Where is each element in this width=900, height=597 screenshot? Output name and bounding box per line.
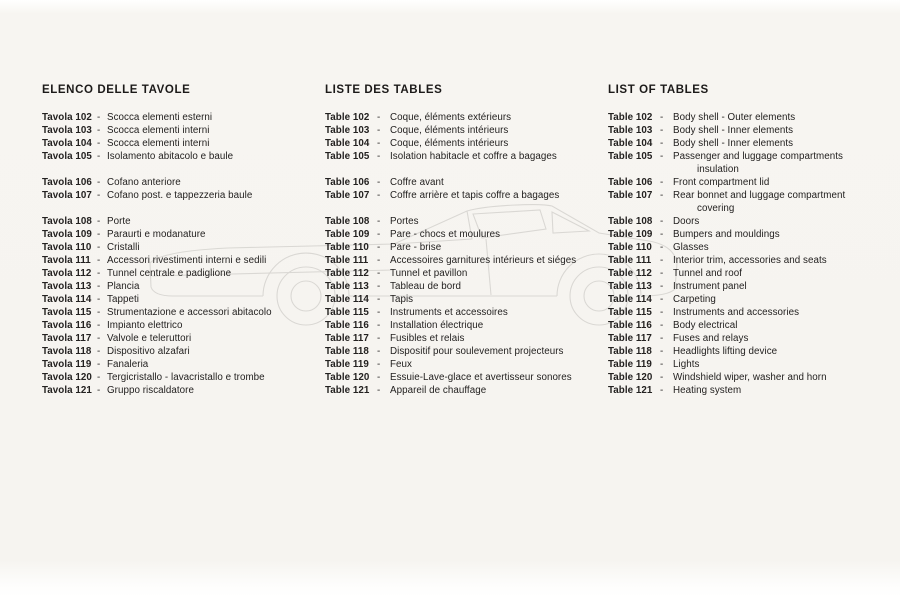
- table-entry: [325, 358, 607, 371]
- entry-label: Table 115: [608, 306, 652, 318]
- entry-label: Table 110: [608, 241, 652, 253]
- entry-description: Instruments et accessoires: [390, 306, 508, 318]
- entry-label: Table 111: [325, 254, 369, 266]
- entry-separator: -: [660, 345, 664, 357]
- entry-description: Body shell - Outer elements: [673, 111, 796, 123]
- entry-separator: -: [377, 280, 381, 292]
- entry-label: Table 119: [325, 358, 369, 370]
- entry-label: Table 107: [325, 189, 370, 201]
- table-entry: [608, 371, 900, 384]
- entry-description: Installation électrique: [390, 319, 484, 331]
- entry-description: Fusibles et relais: [390, 332, 465, 344]
- entry-separator: -: [97, 215, 101, 227]
- entry-description: Isolation habitacle et coffre a bagages: [390, 150, 557, 162]
- entry-separator: -: [377, 371, 381, 383]
- table-entry: [325, 111, 607, 124]
- entry-separator: -: [97, 306, 101, 318]
- table-entry: [608, 332, 900, 345]
- entry-separator: -: [660, 228, 664, 240]
- table-entry: [42, 150, 322, 163]
- entry-description: Essuie-Lave-glace et avertisseur sonores: [390, 371, 572, 383]
- entry-description: Tableau de bord: [390, 280, 462, 292]
- entry-label: Table 102: [325, 111, 370, 123]
- entry-description: Pare - chocs et moulures: [390, 228, 501, 240]
- entry-label: Table 106: [608, 176, 653, 188]
- entry-label: Table 118: [608, 345, 652, 357]
- entry-separator: -: [97, 332, 101, 344]
- entry-separator: -: [377, 358, 381, 370]
- entry-label: Table 102: [608, 111, 653, 123]
- entry-label: Tavola 112: [42, 267, 92, 279]
- entry-description: Tunnel and roof: [673, 267, 743, 279]
- table-list-french: [325, 111, 607, 397]
- entry-separator: -: [377, 293, 381, 305]
- table-entry: [608, 280, 900, 293]
- table-entry: [42, 280, 322, 293]
- entry-label: Table 121: [608, 384, 653, 396]
- entry-label: Tavola 113: [42, 280, 92, 292]
- entry-label: Tavola 107: [42, 189, 92, 201]
- table-entry: [42, 215, 322, 228]
- entry-description: Glasses: [673, 241, 709, 253]
- entry-label: Table 113: [608, 280, 652, 292]
- entry-label: Table 104: [325, 137, 370, 149]
- entry-label: Tavola 102: [42, 111, 92, 123]
- table-entry: [325, 215, 607, 228]
- entry-separator: -: [660, 111, 664, 123]
- table-entry: [325, 332, 607, 345]
- table-entry: [608, 137, 900, 150]
- entry-description: Gruppo riscaldatore: [107, 384, 194, 396]
- entry-label: Table 116: [325, 319, 369, 331]
- column-heading-english: LIST OF TABLES: [608, 84, 709, 96]
- entry-separator: -: [377, 241, 381, 253]
- table-entry: [42, 189, 322, 202]
- entry-separator: -: [97, 176, 101, 188]
- entry-description: Coffre avant: [390, 176, 444, 188]
- entry-label: Table 119: [608, 358, 652, 370]
- table-entry: [42, 345, 322, 358]
- table-entry: [42, 228, 322, 241]
- entry-separator: -: [97, 189, 101, 201]
- entry-label: Table 111: [608, 254, 652, 266]
- entry-label: Table 105: [608, 150, 653, 162]
- entry-description: Scocca elementi interni: [107, 137, 210, 149]
- entry-label: Table 115: [325, 306, 369, 318]
- entry-description: Instrument panel: [673, 280, 747, 292]
- column-heading-french: LISTE DES TABLES: [325, 84, 443, 96]
- entry-separator: -: [377, 124, 381, 136]
- table-entry: [42, 124, 322, 137]
- table-entry: [608, 384, 900, 397]
- table-entry: [42, 267, 322, 280]
- entry-label: Table 103: [325, 124, 370, 136]
- column-french: [325, 84, 607, 397]
- entry-description: Rear bonnet and luggage compartment: [673, 189, 846, 201]
- entry-label: Table 105: [325, 150, 370, 162]
- entry-description: Cofano anteriore: [107, 176, 181, 188]
- entry-separator: -: [377, 111, 381, 123]
- entry-description: Isolamento abitacolo e baule: [107, 150, 234, 162]
- row-spacer: [325, 202, 607, 215]
- table-entry: [42, 384, 322, 397]
- entry-separator: -: [97, 384, 101, 396]
- entry-separator: -: [97, 267, 101, 279]
- entry-description: Scocca elementi esterni: [107, 111, 213, 123]
- table-entry: [42, 358, 322, 371]
- table-entry: [608, 150, 900, 163]
- entry-description: Tergicristallo - lavacristallo e trombe: [107, 371, 265, 383]
- row-spacer: [325, 163, 607, 176]
- entry-separator: -: [377, 176, 381, 188]
- table-entry: [325, 254, 607, 267]
- entry-separator: -: [377, 332, 381, 344]
- entry-description: Tunnel centrale e padiglione: [107, 267, 232, 279]
- entry-label: Tavola 119: [42, 358, 92, 370]
- entry-description: Doors: [673, 215, 700, 227]
- table-entry: [325, 150, 607, 163]
- entry-label: Table 104: [608, 137, 653, 149]
- table-entry: [325, 124, 607, 137]
- entry-description: Coque, éléments intérieurs: [390, 124, 509, 136]
- table-entry: [608, 124, 900, 137]
- table-entry: [608, 345, 900, 358]
- entry-description: Front compartment lid: [673, 176, 770, 188]
- entry-description: Scocca elementi interni: [107, 124, 210, 136]
- entry-description: Strumentazione e accessori abitacolo: [107, 306, 272, 318]
- entry-separator: -: [377, 319, 381, 331]
- entry-separator: -: [377, 267, 381, 279]
- table-entry-continuation: [608, 163, 900, 176]
- entry-label: Tavola 110: [42, 241, 92, 253]
- entry-separator: -: [660, 293, 664, 305]
- entry-continuation-text: covering: [697, 202, 735, 214]
- entry-label: Tavola 103: [42, 124, 92, 136]
- entry-label: Table 110: [325, 241, 369, 253]
- entry-description: Dispositivo alzafari: [107, 345, 190, 357]
- table-entry: [42, 137, 322, 150]
- entry-label: Tavola 106: [42, 176, 92, 188]
- entry-separator: -: [660, 306, 664, 318]
- entry-separator: -: [97, 241, 101, 253]
- entry-separator: -: [377, 215, 381, 227]
- entry-description: Fuses and relays: [673, 332, 749, 344]
- entry-label: Table 116: [608, 319, 652, 331]
- entry-separator: -: [660, 176, 664, 188]
- table-entry: [325, 176, 607, 189]
- row-spacer: [42, 202, 322, 215]
- entry-separator: -: [660, 189, 664, 201]
- table-entry: [608, 306, 900, 319]
- table-entry: [325, 371, 607, 384]
- entry-description: Valvole e teleruttori: [107, 332, 192, 344]
- entry-separator: -: [97, 137, 101, 149]
- entry-description: Lights: [673, 358, 700, 370]
- entry-separator: -: [377, 189, 381, 201]
- table-entry: [325, 345, 607, 358]
- entry-separator: -: [97, 371, 101, 383]
- entry-description: Body shell - Inner elements: [673, 137, 794, 149]
- entry-label: Table 108: [608, 215, 653, 227]
- table-list-english: [608, 111, 900, 397]
- entry-description: Headlights lifting device: [673, 345, 778, 357]
- entry-separator: -: [377, 137, 381, 149]
- entry-label: Tavola 104: [42, 137, 92, 149]
- entry-separator: -: [97, 228, 101, 240]
- entry-separator: -: [660, 384, 664, 396]
- entry-description: Appareil de chauffage: [390, 384, 487, 396]
- entry-label: Table 108: [325, 215, 370, 227]
- entry-separator: -: [97, 319, 101, 331]
- entry-continuation-text: insulation: [697, 163, 739, 175]
- entry-label: Tavola 109: [42, 228, 92, 240]
- table-entry: [42, 254, 322, 267]
- table-entry: [608, 319, 900, 332]
- entry-description: Coffre arrière et tapis coffre a bagages: [390, 189, 560, 201]
- entry-label: Tavola 105: [42, 150, 92, 162]
- entry-label: Table 120: [325, 371, 370, 383]
- table-entry: [325, 137, 607, 150]
- entry-separator: -: [660, 371, 664, 383]
- entry-description: Portes: [390, 215, 419, 227]
- entry-separator: -: [660, 267, 664, 279]
- entry-label: Table 117: [325, 332, 369, 344]
- entry-label: Table 112: [608, 267, 652, 279]
- entry-description: Cristalli: [107, 241, 140, 253]
- entry-label: Tavola 121: [42, 384, 92, 396]
- entry-separator: -: [377, 150, 381, 162]
- entry-label: Table 117: [608, 332, 652, 344]
- entry-label: Table 118: [325, 345, 369, 357]
- entry-description: Plancia: [107, 280, 140, 292]
- entry-description: Tapis: [390, 293, 414, 305]
- table-list-italian: [42, 111, 322, 397]
- table-entry: [608, 267, 900, 280]
- entry-label: Table 106: [325, 176, 370, 188]
- table-entry: [325, 384, 607, 397]
- table-entry: [608, 254, 900, 267]
- entry-description: Tappeti: [107, 293, 139, 305]
- entry-separator: -: [97, 254, 101, 266]
- entry-separator: -: [660, 215, 664, 227]
- entry-label: Table 113: [325, 280, 369, 292]
- entry-label: Tavola 111: [42, 254, 91, 266]
- entry-separator: -: [377, 384, 381, 396]
- entry-description: Impianto elettrico: [107, 319, 183, 331]
- entry-label: Tavola 114: [42, 293, 92, 305]
- entry-separator: -: [660, 319, 664, 331]
- entry-description: Paraurti e modanature: [107, 228, 206, 240]
- entry-description: Body shell - Inner elements: [673, 124, 794, 136]
- entry-description: Body electrical: [673, 319, 738, 331]
- entry-separator: -: [377, 254, 381, 266]
- table-entry: [608, 293, 900, 306]
- entry-separator: -: [377, 345, 381, 357]
- entry-label: Table 109: [325, 228, 370, 240]
- entry-separator: -: [97, 358, 101, 370]
- entry-separator: -: [97, 345, 101, 357]
- entry-label: Table 114: [325, 293, 369, 305]
- table-entry-continuation: [608, 202, 900, 215]
- entry-description: Dispositif pour soulevement projecteurs: [390, 345, 564, 357]
- entry-label: Tavola 118: [42, 345, 92, 357]
- entry-description: Tunnel et pavillon: [390, 267, 468, 279]
- entry-description: Fanaleria: [107, 358, 149, 370]
- entry-label: Table 103: [608, 124, 653, 136]
- entry-label: Tavola 115: [42, 306, 92, 318]
- entry-label: Table 107: [608, 189, 653, 201]
- table-entry: [42, 319, 322, 332]
- entry-separator: -: [660, 358, 664, 370]
- entry-label: Tavola 116: [42, 319, 92, 331]
- entry-description: Coque, éléments extérieurs: [390, 111, 512, 123]
- entry-separator: -: [97, 293, 101, 305]
- entry-label: Table 109: [608, 228, 653, 240]
- entry-separator: -: [97, 150, 101, 162]
- entry-description: Accessoires garnitures intérieurs et siéges: [390, 254, 577, 266]
- table-entry: [325, 228, 607, 241]
- entry-description: Pare - brise: [390, 241, 442, 253]
- entry-description: Accessori rivestimenti interni e sedili: [107, 254, 267, 266]
- table-entry: [42, 293, 322, 306]
- table-entry: [42, 306, 322, 319]
- table-entry: [608, 215, 900, 228]
- column-english: [608, 84, 900, 397]
- entry-label: Table 112: [325, 267, 369, 279]
- entry-separator: -: [660, 137, 664, 149]
- entry-description: Heating system: [673, 384, 742, 396]
- table-entry: [608, 176, 900, 189]
- entry-description: Feux: [390, 358, 412, 370]
- table-entry: [42, 176, 322, 189]
- entry-separator: -: [660, 332, 664, 344]
- entry-description: Interior trim, accessories and seats: [673, 254, 827, 266]
- entry-separator: -: [377, 228, 381, 240]
- entry-separator: -: [97, 111, 101, 123]
- table-entry: [325, 280, 607, 293]
- entry-description: Instruments and accessories: [673, 306, 800, 318]
- table-entry: [42, 332, 322, 345]
- table-entry: [608, 111, 900, 124]
- entry-label: Tavola 108: [42, 215, 92, 227]
- table-entry: [42, 371, 322, 384]
- entry-separator: -: [97, 124, 101, 136]
- table-entry: [325, 267, 607, 280]
- column-heading-italian: ELENCO DELLE TAVOLE: [42, 84, 191, 96]
- table-entry: [325, 293, 607, 306]
- table-entry: [42, 111, 322, 124]
- table-entry: [608, 228, 900, 241]
- table-entry: [608, 241, 900, 254]
- entry-separator: -: [97, 280, 101, 292]
- entry-separator: -: [660, 241, 664, 253]
- entry-separator: -: [660, 124, 664, 136]
- column-italian: [42, 84, 322, 397]
- table-entry: [325, 319, 607, 332]
- table-entry: [608, 189, 900, 202]
- entry-label: Tavola 120: [42, 371, 92, 383]
- entry-description: Passenger and luggage compartments: [673, 150, 843, 162]
- table-entry: [42, 241, 322, 254]
- entry-description: Windshield wiper, washer and horn: [673, 371, 827, 383]
- entry-description: Porte: [107, 215, 131, 227]
- entry-separator: -: [660, 150, 664, 162]
- entry-separator: -: [660, 280, 664, 292]
- table-entry: [325, 241, 607, 254]
- entry-label: Table 114: [608, 293, 652, 305]
- entry-description: Carpeting: [673, 293, 716, 305]
- entry-label: Tavola 117: [42, 332, 92, 344]
- table-entry: [325, 306, 607, 319]
- entry-label: Table 121: [325, 384, 370, 396]
- entry-description: Bumpers and mouldings: [673, 228, 780, 240]
- table-entry: [608, 358, 900, 371]
- entry-description: Coque, éléments intérieurs: [390, 137, 509, 149]
- entry-separator: -: [660, 254, 664, 266]
- entry-separator: -: [377, 306, 381, 318]
- entry-label: Table 120: [608, 371, 653, 383]
- row-spacer: [42, 163, 322, 176]
- entry-description: Cofano post. e tappezzeria baule: [107, 189, 253, 201]
- table-entry: [325, 189, 607, 202]
